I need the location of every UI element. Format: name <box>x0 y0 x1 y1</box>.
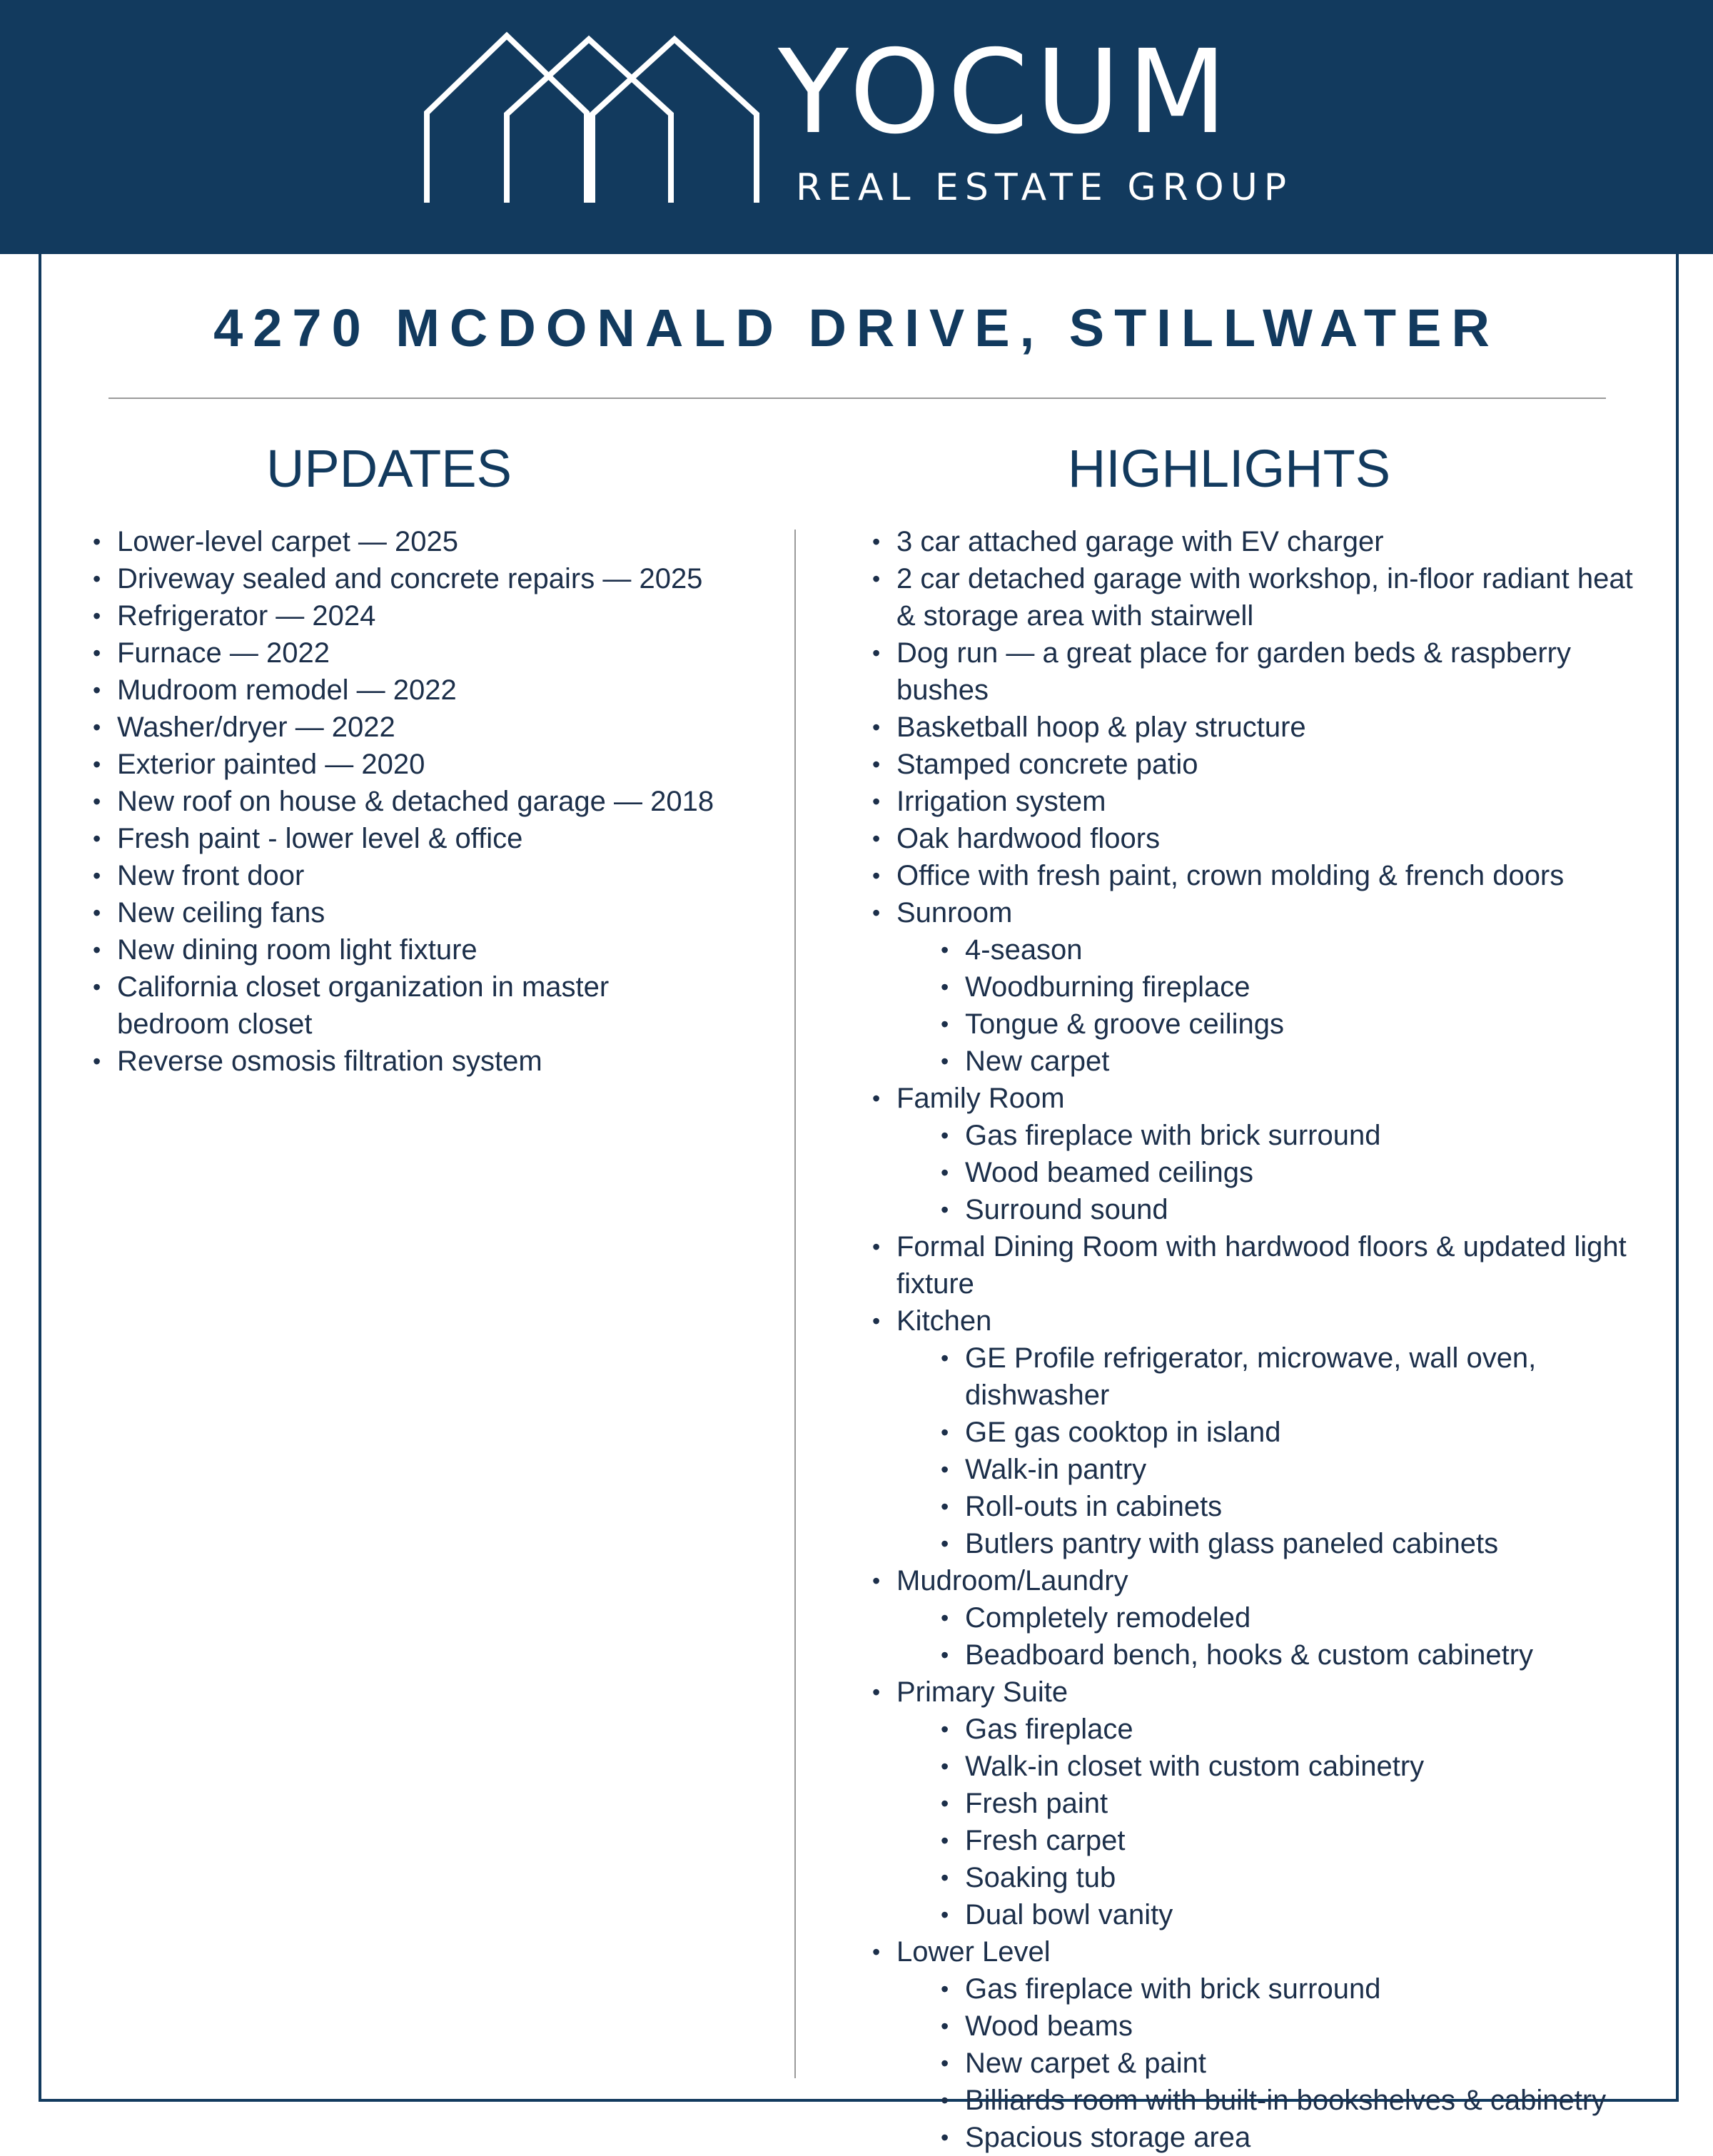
sub-list-item: • Walk-in pantry <box>872 1451 1643 1488</box>
sub-list-item: • Tongue & groove ceilings <box>872 1006 1643 1043</box>
list-item: • New roof on house & detached garage — 2018 <box>93 783 721 820</box>
sub-list-item: • Gas fireplace with brick surround <box>872 1970 1643 2008</box>
list-item: • Fresh paint - lower level & office <box>93 820 721 857</box>
list-item: • Mudroom/Laundry <box>872 1562 1643 1599</box>
list-item: • 3 car attached garage with EV charger <box>872 523 1643 560</box>
updates-list <box>93 523 721 1080</box>
list-item: • California closet organization in master bedroom closet <box>93 968 721 1043</box>
list-item: • Basketball hoop & play structure <box>872 709 1643 746</box>
sub-list-item: • Surround sound <box>872 1191 1643 1228</box>
list-item: • Kitchen <box>872 1302 1643 1340</box>
house-outlines-logo-icon <box>421 29 764 207</box>
brand-subtitle: REAL ESTATE GROUP <box>796 166 1293 209</box>
list-item: • Formal Dining Room with hardwood floors & updated light fixture <box>872 1228 1643 1302</box>
brand-header <box>0 0 1713 254</box>
list-item: • Office with fresh paint, crown molding & french doors <box>872 857 1643 894</box>
list-item: • Sunroom <box>872 894 1643 931</box>
sub-list-item: • New carpet & paint <box>872 2045 1643 2082</box>
list-item: • New ceiling fans <box>93 894 721 931</box>
list-item: • Oak hardwood floors <box>872 820 1643 857</box>
list-item: • New dining room light fixture <box>93 931 721 968</box>
list-item: • 2 car detached garage with workshop, in-floor radiant heat & storage area with stairwell <box>872 560 1643 634</box>
sub-list-item: • GE gas cooktop in island <box>872 1414 1643 1451</box>
sub-list-item: • Gas fireplace <box>872 1711 1643 1748</box>
sub-list-item: • Fresh carpet <box>872 1822 1643 1859</box>
list-item: • Furnace — 2022 <box>93 634 721 672</box>
sub-list-item: • Walk-in closet with custom cabinetry <box>872 1748 1643 1785</box>
title-divider <box>108 398 1606 399</box>
brand-name: YOCUM <box>778 26 1235 160</box>
sub-list-item: • Soaking tub <box>872 1859 1643 1896</box>
list-item: • Primary Suite <box>872 1674 1643 1711</box>
sub-list-item: • 4-season <box>872 931 1643 968</box>
list-item: • Refrigerator — 2024 <box>93 597 721 634</box>
list-item: • Mudroom remodel — 2022 <box>93 672 721 709</box>
sub-list-item: • Spacious storage area <box>872 2119 1643 2156</box>
list-item: • Family Room <box>872 1080 1643 1117</box>
list-item: • Dog run — a great place for garden beds & raspberry bushes <box>872 634 1643 709</box>
list-item: • Stamped concrete patio <box>872 746 1643 783</box>
highlights-heading: HIGHLIGHTS <box>1067 439 1391 498</box>
sub-list-item: • New carpet <box>872 1043 1643 1080</box>
sub-list-item: • Beadboard bench, hooks & custom cabinetry <box>872 1636 1643 1674</box>
column-divider <box>794 530 796 2078</box>
sub-list-item: • Roll-outs in cabinets <box>872 1488 1643 1525</box>
list-item: • Lower-level carpet — 2025 <box>93 523 721 560</box>
list-item: • Irrigation system <box>872 783 1643 820</box>
sub-list-item: • Completely remodeled <box>872 1599 1643 1636</box>
list-item: • Driveway sealed and concrete repairs — 2025 <box>93 560 721 597</box>
sub-list-item: • Butlers pantry with glass paneled cabinets <box>872 1525 1643 1562</box>
property-address: 4270 MCDONALD DRIVE, STILLWATER <box>213 298 1500 358</box>
updates-heading: UPDATES <box>266 439 512 498</box>
list-item: • Washer/dryer — 2022 <box>93 709 721 746</box>
sub-list-item: • GE Profile refrigerator, microwave, wall oven, dishwasher <box>872 1340 1643 1414</box>
sub-list-item: • Fresh paint <box>872 1785 1643 1822</box>
highlights-list <box>872 523 1643 2156</box>
list-item: • Reverse osmosis filtration system <box>93 1043 721 1080</box>
sub-list-item: • Gas fireplace with brick surround <box>872 1117 1643 1154</box>
sub-list-item: • Wood beamed ceilings <box>872 1154 1643 1191</box>
sub-list-item: • Woodburning fireplace <box>872 968 1643 1006</box>
list-item: • New front door <box>93 857 721 894</box>
sub-list-item: • Wood beams <box>872 2008 1643 2045</box>
sub-list-item: • Billiards room with built-in bookshelves & cabinetry <box>872 2082 1643 2119</box>
sub-list-item: • Dual bowl vanity <box>872 1896 1643 1933</box>
list-item: • Lower Level <box>872 1933 1643 1970</box>
list-item: • Exterior painted — 2020 <box>93 746 721 783</box>
